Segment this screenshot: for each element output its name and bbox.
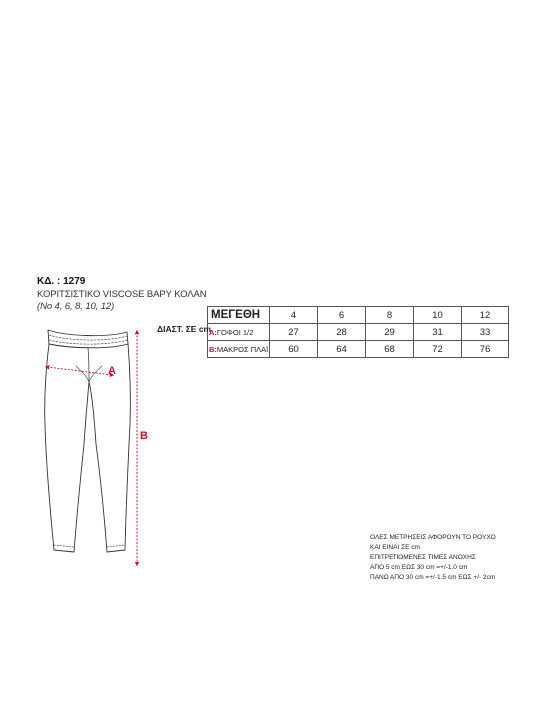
- size-header-cell: 6: [318, 307, 366, 324]
- table-cell: 72: [414, 341, 462, 358]
- table-cell: 28: [318, 324, 366, 341]
- waistband-outline: [48, 330, 128, 348]
- center-seam: [88, 348, 89, 382]
- measure-b-label: B: [140, 430, 148, 442]
- size-header-cell: 4: [270, 307, 318, 324]
- tolerance-notes: [370, 533, 496, 583]
- table-cell: 76: [462, 341, 509, 358]
- leggings-sketch: [36, 314, 166, 574]
- table-cell: 27: [270, 324, 318, 341]
- table-cell: 68: [366, 341, 414, 358]
- table-cell: 29: [366, 324, 414, 341]
- size-header-cell: 8: [366, 307, 414, 324]
- measure-a-label: A: [108, 365, 116, 377]
- size-header-cell: 10: [414, 307, 462, 324]
- table-row: [208, 341, 509, 358]
- table-cell: 33: [462, 324, 509, 341]
- row-group-label: ΔΙΑΣΤ. ΣΕ cm: [157, 324, 212, 334]
- table-cell: 64: [318, 341, 366, 358]
- table-row: [208, 307, 509, 324]
- size-chart: [207, 306, 509, 358]
- measure-a-arrow: [47, 367, 112, 375]
- note-line: ΠΑΝΩ ΑΠΟ 30 cm =+/-1.5 cm ΕΩΣ +/- 2cm: [370, 574, 496, 581]
- product-sizes-note: (No 4, 6, 8, 10, 12): [37, 301, 115, 312]
- left-leg-outline: [45, 344, 89, 552]
- note-line: ΕΠΙΤΡΕΠΟΜΕΝΕΣ ΤΙΜΕΣ ΑΝΟΧΗΣ: [370, 554, 476, 561]
- measure-label-b: B:ΜΑΚΡΟΣ ΠΛΑΪ: [208, 341, 270, 358]
- product-description: ΚΟΡΙΤΣΙΣΤΙΚΟ VISCOSE ΒΑΡΥ ΚΟΛΑΝ: [37, 289, 207, 300]
- table-cell: 60: [270, 341, 318, 358]
- product-code: ΚΔ. : 1279: [37, 276, 86, 287]
- table-row: [208, 324, 509, 341]
- product-header: [37, 276, 207, 313]
- measure-label-a: A:ΓΟΦΟΙ 1/2: [208, 324, 270, 341]
- hem-stitch-right: [107, 545, 125, 547]
- note-line: ΚΑΙ ΕΙΝΑΙ ΣΕ cm: [370, 544, 420, 551]
- note-line: ΟΛΕΣ ΜΕΤΡΗΣΕΙΣ ΑΦΟΡΟΥΝ ΤΟ ΡΟΥΧΟ: [370, 534, 496, 541]
- sizes-header-label: ΜΕΓΕΘΗ: [208, 307, 270, 324]
- table-cell: 31: [414, 324, 462, 341]
- hem-stitch-left: [54, 545, 74, 547]
- note-line: ΑΠΟ 5 cm ΕΩΣ 30 cm =+/-1.0 cm: [370, 564, 468, 571]
- waistband-stitch: [49, 340, 128, 344]
- size-header-cell: 12: [462, 307, 509, 324]
